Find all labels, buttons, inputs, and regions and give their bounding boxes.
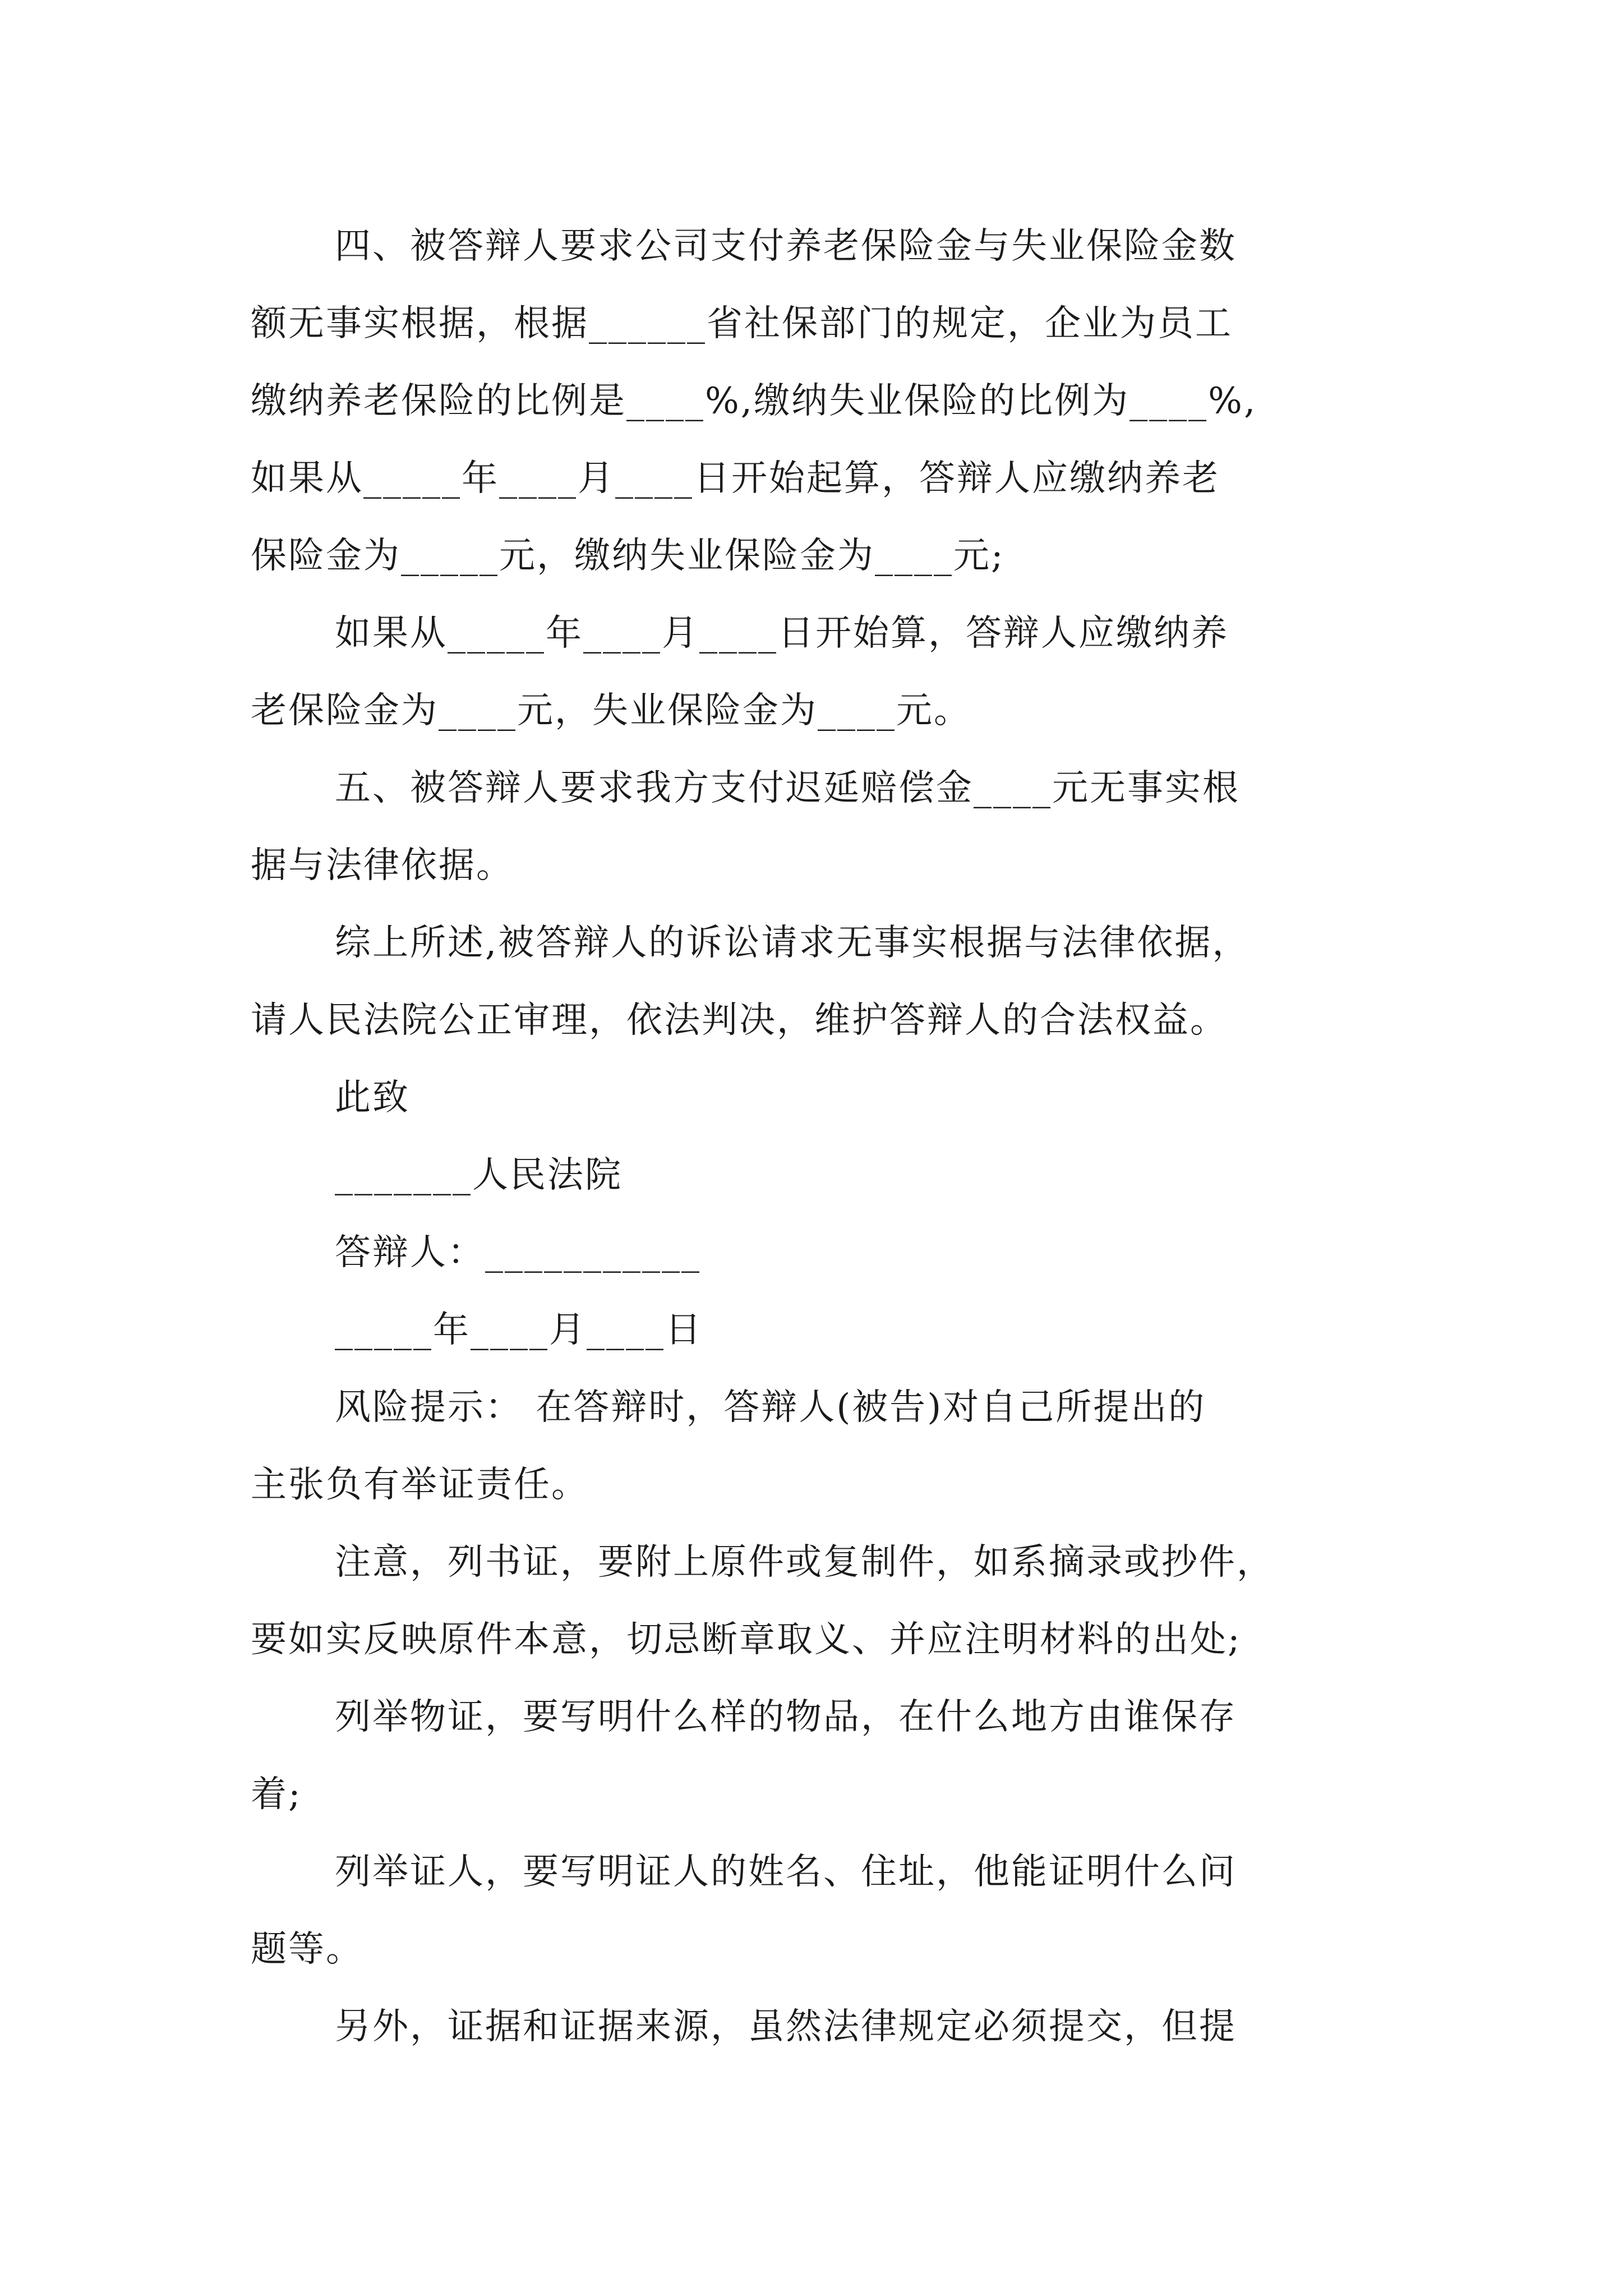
text-line: 缴纳养老保险的比例是____%,缴纳失业保险的比例为____%, xyxy=(251,380,1257,422)
respondent-signature: 答辩人：___________ xyxy=(335,1232,701,1273)
text-line: 着; xyxy=(251,1774,302,1815)
document-body xyxy=(251,208,1428,2065)
text-line: 注意，列书证，要附上原件或复制件，如系摘录或抄件， xyxy=(335,1542,1274,1583)
text-line: 如果从_____年____月____日开始算，答辩人应缴纳养 xyxy=(335,613,1229,654)
text-line: 额无事实根据，根据______省社保部门的规定，企业为员工 xyxy=(251,303,1233,344)
text-line: 要如实反映原件本意，切忌断章取义、并应注明材料的出处; xyxy=(251,1619,1242,1660)
text-line: 保险金为_____元，缴纳失业保险金为____元; xyxy=(251,535,1005,577)
text-line: 列举证人，要写明证人的姓名、住址，他能证明什么问 xyxy=(335,1851,1237,1893)
salutation: 此致 xyxy=(335,1077,410,1119)
text-line: 老保险金为____元，失业保险金为____元。 xyxy=(251,690,971,731)
text-line: 主张负有举证责任。 xyxy=(251,1464,589,1506)
text-line: 请人民法院公正审理，依法判决，维护答辩人的合法权益。 xyxy=(251,1000,1228,1041)
text-line: 题等。 xyxy=(251,1929,363,1970)
text-line: 据与法律依据。 xyxy=(251,845,514,886)
text-line: 如果从_____年____月____日开始起算，答辩人应缴纳养老 xyxy=(251,458,1220,499)
text-line: 列举物证，要写明什么样的物品，在什么地方由谁保存 xyxy=(335,1696,1237,1738)
text-line: 风险提示： 在答辩时，答辩人(被告)对自己所提出的 xyxy=(335,1387,1206,1428)
text-line: 另外，证据和证据来源，虽然法律规定必须提交，但提 xyxy=(335,2006,1237,2047)
text-line: 五、被答辩人要求我方支付迟延赔偿金____元无事实根 xyxy=(335,767,1240,809)
date-line: _____年____月____日 xyxy=(335,1309,703,1351)
court-addressee: _______人民法院 xyxy=(335,1154,623,1196)
text-line: 四、被答辩人要求公司支付养老保险金与失业保险金数 xyxy=(335,226,1237,267)
text-line: 综上所述,被答辩人的诉讼请求无事实根据与法律依据， xyxy=(335,922,1250,964)
